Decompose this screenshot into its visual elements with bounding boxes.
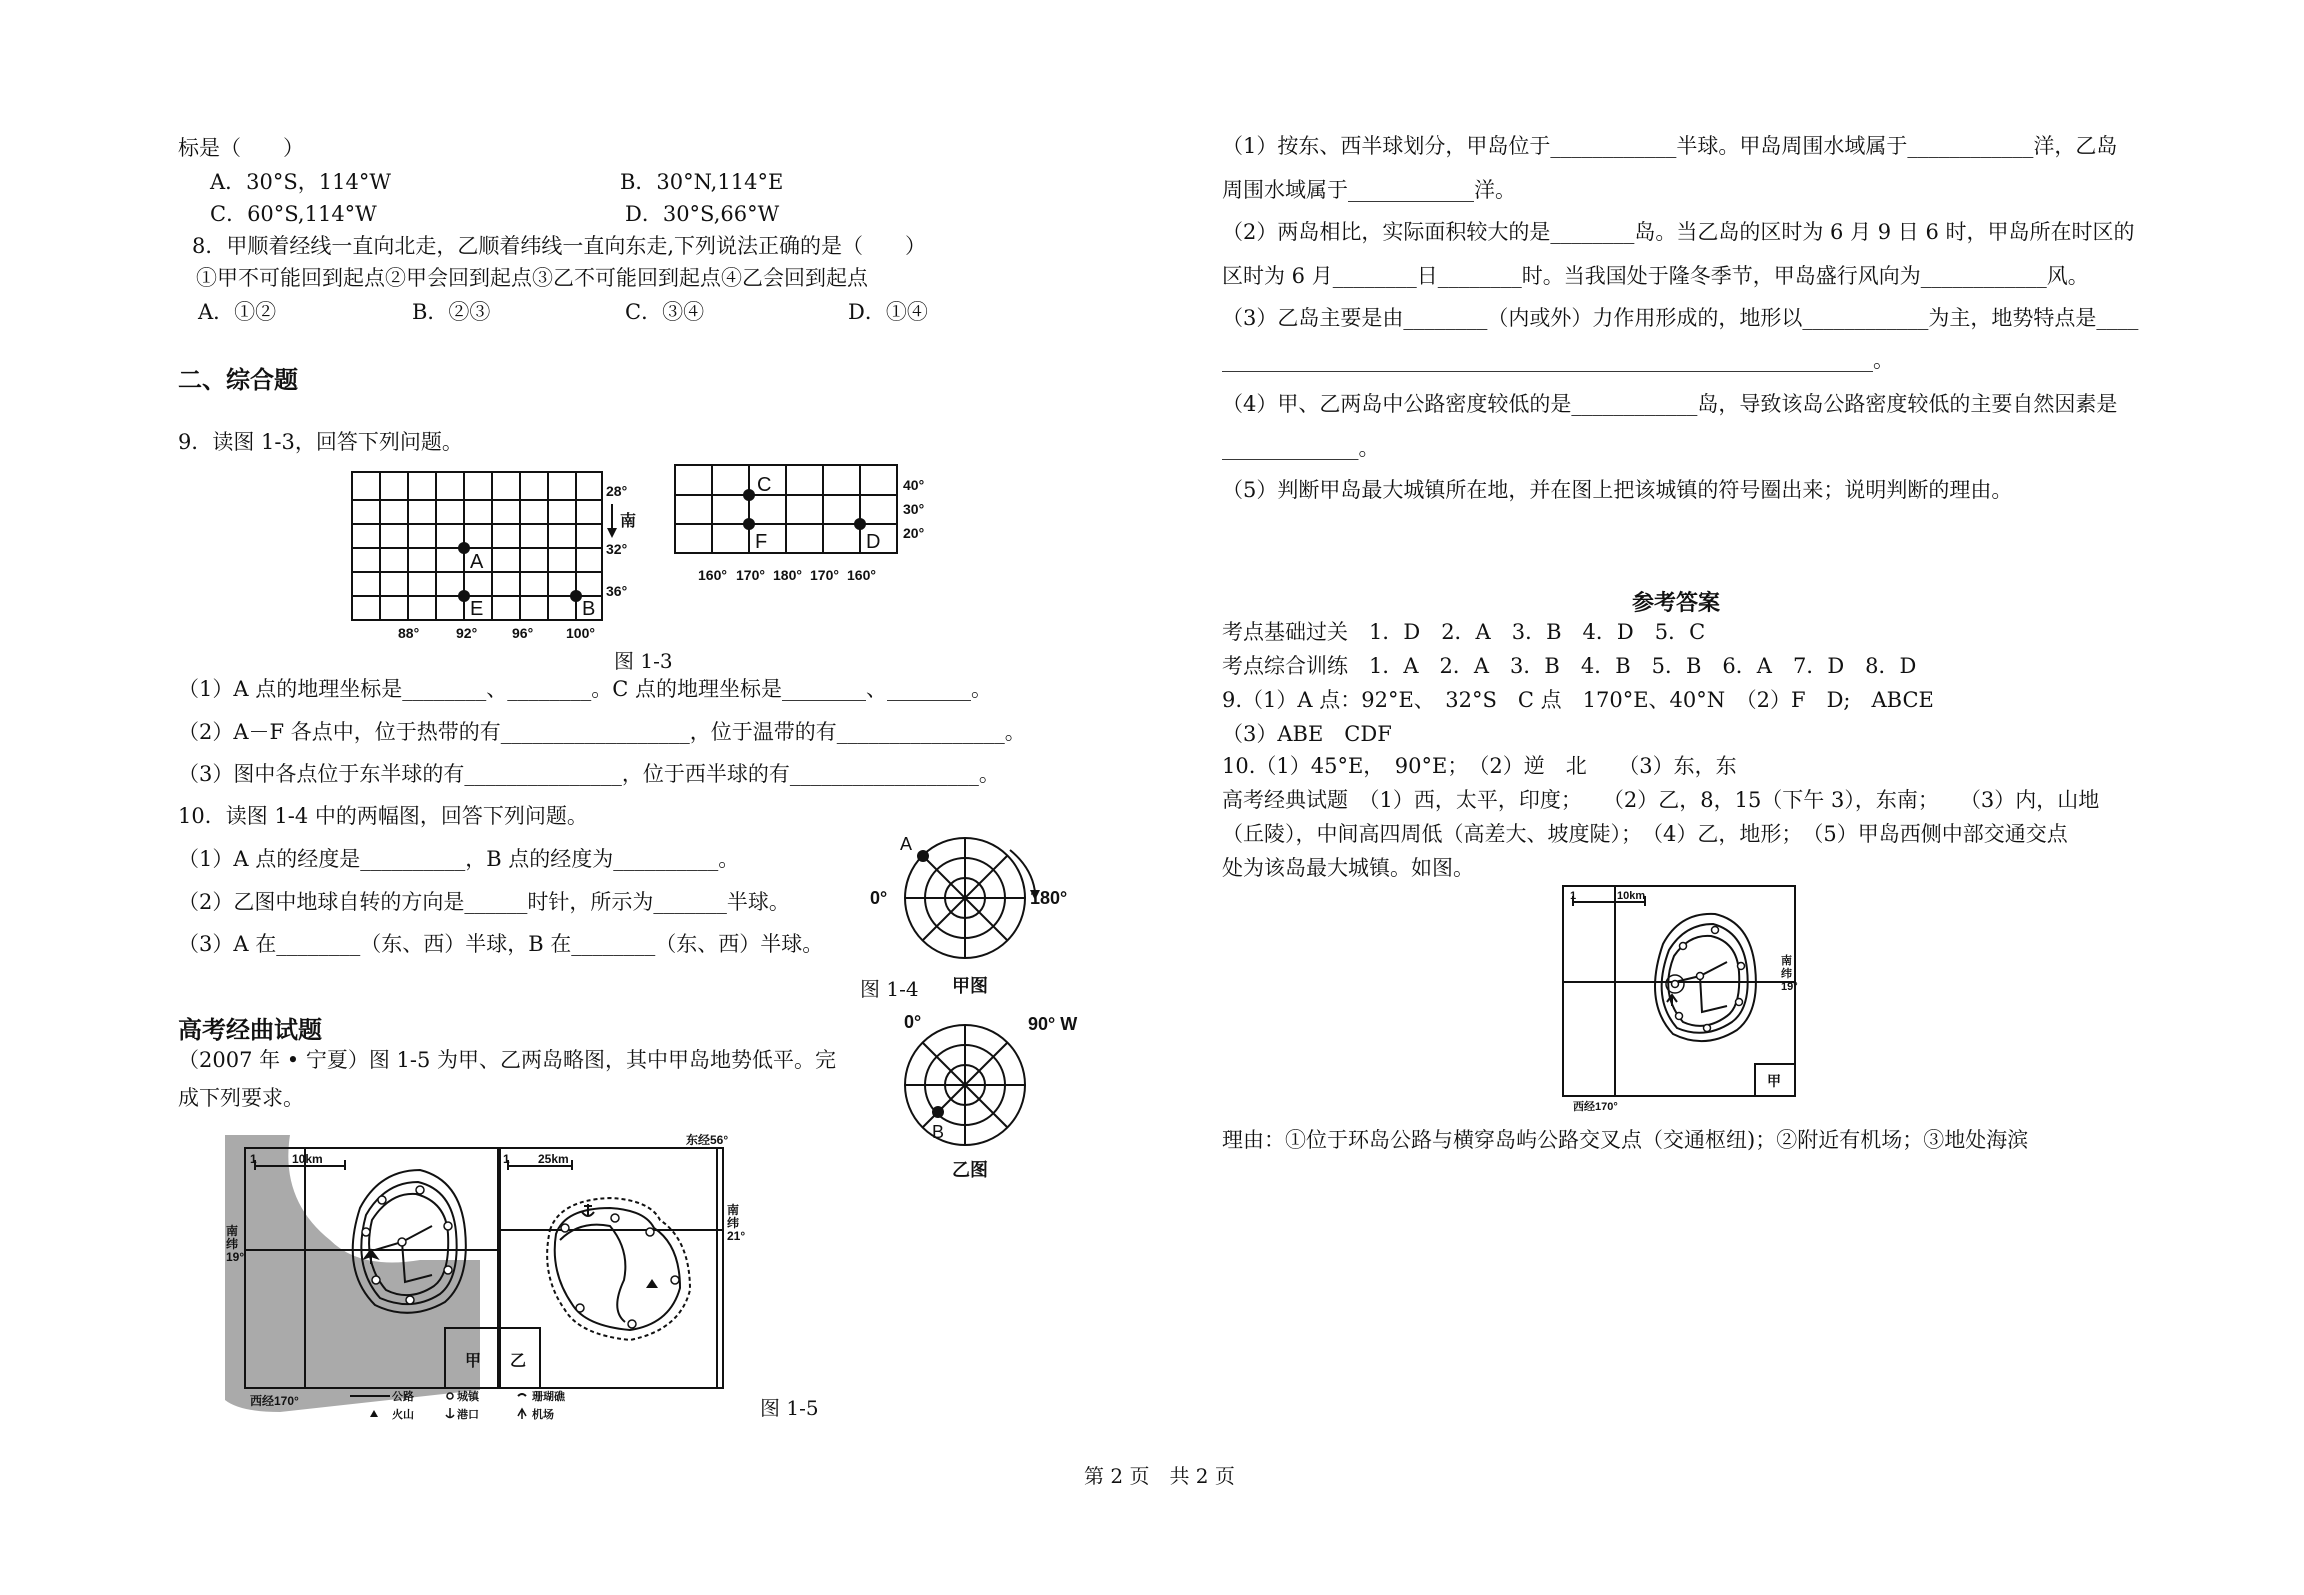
lon-tick-88: 88° bbox=[398, 625, 420, 640]
q8-statements: ①甲不可能回到起点②甲会回到起点③乙不可能回到起点④乙会回到起点 bbox=[196, 266, 868, 290]
airport-icon bbox=[1667, 995, 1677, 1006]
point-d-label: D bbox=[866, 531, 881, 553]
question-3-line1: （3）乙岛主要是由________（内或外）力作用形成的，地形以____________为主，地势特点是____ bbox=[1222, 306, 2139, 330]
lon-tick-180: 180° bbox=[773, 567, 802, 583]
q8-option-d: D．①④ bbox=[848, 300, 928, 324]
answer-gaokao-1: 高考经典试题 （1）西，太平，印度； （2）乙，8，15（下午 3），东南； （3）内，山地 bbox=[1222, 788, 2100, 812]
answer-map-lat-1: 南 bbox=[1781, 955, 1792, 967]
yi-right-lon: 90° W bbox=[1028, 1014, 1078, 1034]
lon-tick-160w: 160° bbox=[698, 567, 727, 583]
jia-right-lon: 180° bbox=[1030, 888, 1068, 908]
figure-1-4 bbox=[860, 820, 1120, 1190]
yi-map-name: 乙 bbox=[510, 1353, 527, 1370]
jia-map-name: 甲图 bbox=[952, 976, 988, 996]
answer-comprehensive: 考点综合训练 1．A 2．A 3．B 4．B 5．B 6．A 7．D 8．D bbox=[1222, 654, 1917, 678]
fig15-caption: 图 1-5 bbox=[760, 1396, 819, 1420]
yi-road bbox=[560, 1225, 625, 1322]
answer-q10: 10.（1）45°E， 90°E； （2）逆 北 （3）东，东 bbox=[1222, 754, 1737, 778]
question-2-line2: 区时为 6 月________日________时。当我国处于隆冬季节，甲岛盛行风向为____________风。 bbox=[1222, 264, 2089, 288]
lat-tick-20: 20° bbox=[903, 525, 925, 541]
q7-option-c: C．60°S,114°W bbox=[210, 202, 377, 226]
volcano-icon bbox=[646, 1279, 658, 1288]
figure-1-5 bbox=[220, 1130, 780, 1420]
yi-scale-one: 1 bbox=[503, 1152, 510, 1166]
q8-option-b: B．②③ bbox=[412, 300, 491, 324]
jia-map-name: 甲 bbox=[465, 1353, 482, 1370]
jia-lon: 西经170° bbox=[250, 1394, 299, 1408]
lon-tick-170w: 170° bbox=[736, 567, 765, 583]
answer-gaokao-2: （丘陵），中间高四周低（高差大、坡度陡）； （4）乙，地形； （5）甲岛西侧中部交通交点 bbox=[1222, 822, 2068, 846]
point-e-label: E bbox=[470, 598, 484, 620]
page-footer: 第 2 页 共 2 页 bbox=[1084, 1464, 1235, 1488]
point-a-marker bbox=[458, 542, 470, 554]
answer-map-lat-3: 19° bbox=[1781, 981, 1798, 993]
jia-point-label: A bbox=[900, 834, 913, 854]
answer-map-lat-2: 纬 bbox=[1781, 968, 1792, 980]
jia-left-lon: 0° bbox=[870, 888, 888, 908]
q9-part1: （1）A 点的地理坐标是________、________。C 点的地理坐标是________、________。 bbox=[178, 677, 992, 701]
q9-part3: （3）图中各点位于东半球的有_______________，位于西半球的有__________________。 bbox=[178, 762, 1000, 786]
yi-left-lon: 0° bbox=[904, 1012, 922, 1032]
answer-q9-3: （3）ABE CDF bbox=[1222, 722, 1392, 746]
yi-scale: 25km bbox=[538, 1152, 569, 1166]
point-b-label: B bbox=[582, 598, 596, 620]
yi-map-frame bbox=[498, 1148, 723, 1388]
q9-part2: （2）A－F 各点中，位于热带的有__________________，位于温带的有________________。 bbox=[178, 720, 1026, 744]
q9-question: 9．读图 1-3，回答下列问题。 bbox=[178, 430, 463, 454]
rotation-arrow-icon bbox=[1010, 850, 1035, 892]
q8-question: 8．甲顺着经线一直向北走，乙顺着纬线一直向东走,下列说法正确的是（ ） bbox=[192, 234, 927, 258]
section2-title: 二、综合题 bbox=[178, 366, 298, 394]
question-5: （5）判断甲岛最大城镇所在地，并在图上把该城镇的符号圈出来；说明判断的理由。 bbox=[1222, 478, 2013, 502]
q7-option-b: B．30°N,114°E bbox=[620, 170, 784, 194]
question-1-line1: （1）按东、西半球划分，甲岛位于____________半球。甲岛周围水域属于____________洋，乙岛 bbox=[1222, 134, 2118, 158]
jia-lat-2: 纬 bbox=[226, 1237, 239, 1251]
yi-lat-1: 南 bbox=[727, 1203, 740, 1217]
legend-port: 港口 bbox=[457, 1409, 479, 1420]
lat-tick-40: 40° bbox=[903, 477, 925, 493]
q10-question: 10．读图 1-4 中的两幅图，回答下列问题。 bbox=[178, 804, 588, 828]
lat-tick-32: 32° bbox=[606, 541, 628, 557]
lat-tick-36: 36° bbox=[606, 583, 628, 599]
q7-option-a: A．30°S，114°W bbox=[210, 170, 391, 194]
lat-tick-30: 30° bbox=[903, 501, 925, 517]
legend-town: 城镇 bbox=[457, 1391, 479, 1403]
point-d-marker bbox=[854, 518, 866, 530]
point-c-marker bbox=[743, 489, 755, 501]
jia-lat-3: 19° bbox=[226, 1250, 245, 1264]
yi-point-label: B bbox=[932, 1122, 945, 1142]
gaokao-intro-2: 成下列要求。 bbox=[178, 1086, 304, 1110]
jia-lat-1: 南 bbox=[226, 1224, 239, 1238]
lon-tick-96: 96° bbox=[512, 625, 534, 640]
lon-tick-160e: 160° bbox=[847, 567, 876, 583]
fig13-caption: 图 1-3 bbox=[614, 649, 673, 673]
answer-map-lon: 西经170° bbox=[1573, 1101, 1618, 1113]
lon-tick-170e: 170° bbox=[810, 567, 839, 583]
answers-title: 参考答案 bbox=[1632, 591, 1721, 616]
figure-1-3 bbox=[340, 460, 940, 640]
lat-tick-28: 28° bbox=[606, 483, 628, 499]
lon-tick-100: 100° bbox=[566, 625, 595, 640]
q8-option-a: A．①② bbox=[198, 300, 277, 324]
point-f-label: F bbox=[755, 531, 768, 553]
answer-gaokao-3: 处为该岛最大城镇。如图。 bbox=[1222, 856, 1474, 880]
point-a-label: A bbox=[470, 551, 484, 573]
question-4-line1: （4）甲、乙两岛中公路密度较低的是____________岛，导致该岛公路密度较低的主要自然因素是 bbox=[1222, 392, 2118, 416]
answer-map-scale: 10km bbox=[1617, 890, 1646, 902]
gaokao-title: 高考经曲试题 bbox=[178, 1016, 322, 1044]
lon-tick-92: 92° bbox=[456, 625, 478, 640]
q10-part2: （2）乙图中地球自转的方向是______时针，所示为_______半球。 bbox=[178, 890, 790, 914]
answer-map bbox=[1555, 882, 1805, 1114]
legend-airport: 机场 bbox=[532, 1409, 554, 1420]
south-arrow-icon bbox=[607, 528, 617, 538]
answer-reason: 理由：①位于环岛公路与横穿岛屿公路交叉点（交通枢纽)；②附近有机场；③地处海滨 bbox=[1222, 1128, 2029, 1152]
q10-part3: （3）A 在________（东、西）半球，B 在________（东、西）半球。 bbox=[178, 932, 824, 956]
answer-map-name: 甲 bbox=[1767, 1073, 1781, 1089]
q7-option-d: D．30°S,66°W bbox=[625, 202, 780, 226]
question-1-line2: 周围水域属于____________洋。 bbox=[1222, 178, 1516, 202]
yi-lon: 东经56° bbox=[686, 1133, 729, 1147]
question-2-line1: （2）两岛相比，实际面积较大的是________岛。当乙岛的区时为 6 月 9 日 6 时，甲岛所在时区的 bbox=[1222, 220, 2135, 244]
q8-option-c: C．③④ bbox=[625, 300, 705, 324]
answer-map-scale-one: 1 bbox=[1570, 890, 1577, 902]
q7-tail: 标是（ ） bbox=[178, 136, 304, 160]
legend-road: 公路 bbox=[392, 1391, 414, 1403]
yi-lat-2: 纬 bbox=[727, 1216, 740, 1230]
q10-part1: （1）A 点的经度是__________，B 点的经度为__________。 bbox=[178, 847, 740, 871]
legend-coral-reef: 珊瑚礁 bbox=[532, 1391, 565, 1403]
point-c-label: C bbox=[757, 474, 772, 496]
yi-map-name: 乙图 bbox=[952, 1160, 988, 1180]
question-3-line2: ______________________________________________________________。 bbox=[1222, 348, 1894, 372]
fig14-caption: 图 1-4 bbox=[860, 977, 919, 1001]
yi-lat-3: 21° bbox=[727, 1229, 746, 1243]
answer-basic: 考点基础过关 1．D 2．A 3．B 4．D 5．C bbox=[1222, 620, 1706, 644]
point-f-marker bbox=[743, 518, 755, 530]
south-label: 南 bbox=[620, 513, 637, 530]
answer-q9: 9.（1）A 点：92°E、 32°S C 点 170°E、40°N （2）F D; ABCE bbox=[1222, 688, 1934, 712]
point-b-marker bbox=[932, 1106, 944, 1118]
point-b-marker bbox=[570, 590, 582, 602]
point-a-marker bbox=[917, 850, 929, 862]
question-4-line2: _____________。 bbox=[1222, 436, 1380, 460]
jia-scale: 10km bbox=[292, 1152, 323, 1166]
legend-volcano: 火山 bbox=[392, 1409, 414, 1420]
gaokao-intro-1: （2007 年 • 宁夏）图 1-5 为甲、乙两岛略图，其中甲岛地势低平。完 bbox=[178, 1048, 837, 1072]
point-e-marker bbox=[458, 590, 470, 602]
jia-scale-one: 1 bbox=[250, 1152, 257, 1166]
